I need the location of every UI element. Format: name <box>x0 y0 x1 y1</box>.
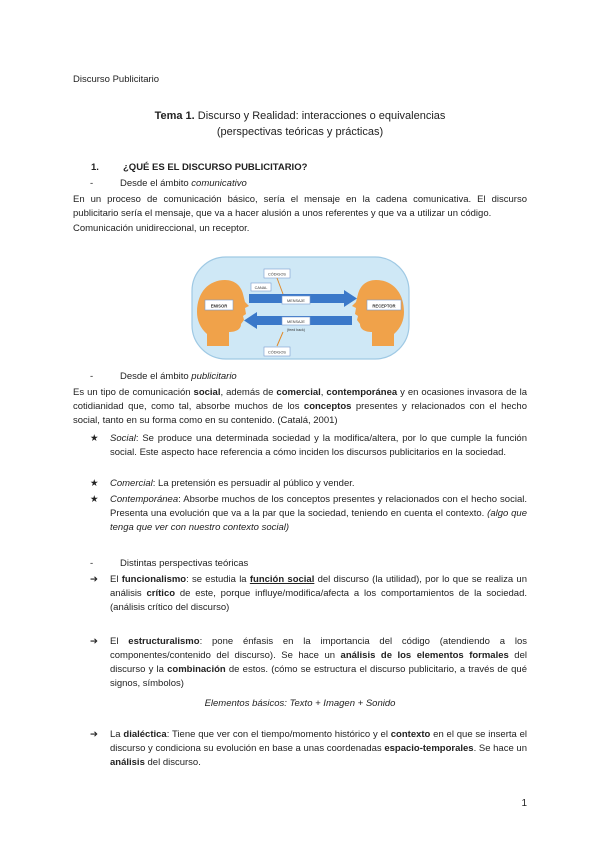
title-line1: Discurso y Realidad: interacciones o equivalencias <box>194 110 446 122</box>
dash-bullet: - <box>90 371 94 382</box>
star-term: Contemporánea <box>110 494 179 505</box>
t: El <box>110 574 122 585</box>
t: dialéctica <box>123 729 167 740</box>
t: de este, porque influye/modifica/afecta a los comportamientos de la sociedad. (análisis crítico del discurso) <box>110 588 527 613</box>
t: : se estudia la <box>186 574 250 585</box>
t: análisis <box>110 757 145 768</box>
t: del discurso. <box>144 757 201 768</box>
t: : pone énfasis en la importancia del código (atendiendo a los componentes/contenido del discurso). Se hace un <box>110 636 527 661</box>
star-term: Social <box>110 433 136 444</box>
t: conceptos <box>303 401 352 412</box>
t: del discurso (la utilidad), por lo que se realiza un análisis <box>110 574 528 599</box>
arrow-icon: ➔ <box>90 574 98 585</box>
star-extra: (algo que tenga que ver con nuestro contexto social) <box>110 508 527 533</box>
pub-paragraph <box>73 386 527 428</box>
star-item-contemporanea <box>73 493 527 535</box>
comm-paragraph-2: Comunicación unidireccional, un receptor. <box>73 223 250 234</box>
pub-label-italic: publicitario <box>191 371 237 382</box>
star-icon: ★ <box>90 433 99 444</box>
arrow-icon: ➔ <box>90 636 98 647</box>
canal-label: CANAL <box>254 286 268 290</box>
t: presentes y relacionados con el hecho social, tanto en su forma como en su contenido. (Catalá, 2001) <box>73 401 527 426</box>
t: contemporánea <box>326 387 398 398</box>
mensaje-bottom-label: MENSAJE <box>287 320 305 324</box>
t: del discurso y la <box>110 650 527 675</box>
pub-label <box>73 370 527 384</box>
persp-label <box>73 557 527 571</box>
t: en el que se inserta el discurso y condiciona su evolución en base a unas coordenadas <box>110 729 527 754</box>
t: análisis de los elementos formales <box>340 650 509 661</box>
section-number: 1. <box>91 162 99 173</box>
t: contexto <box>390 729 431 740</box>
t: espacio-temporales <box>384 743 474 754</box>
star-term: Comercial <box>110 478 153 489</box>
section-title: ¿QUÉ ES EL DISCURSO PUBLICITARIO? <box>123 162 308 173</box>
t: funcionalismo <box>121 574 187 585</box>
codigo-bottom-label: CÓDIGOS <box>268 350 286 355</box>
star-icon: ★ <box>90 494 99 505</box>
t: , además de <box>220 387 277 398</box>
item-estructuralismo <box>73 635 527 691</box>
t: El <box>110 636 129 647</box>
persp-label-text: Distintas perspectivas teóricas <box>120 558 249 569</box>
comm-paragraph: En un proceso de comunicación básico, sería el mensaje en la cadena comunicativa. El discurso publicitario sería el mensaje, que va a hacer alusión a unos referentes y que va a utilizar un código. <box>73 194 527 219</box>
item-dialectica <box>73 728 527 770</box>
section-heading <box>73 161 527 175</box>
comm-label <box>73 177 527 191</box>
page-subtitle <box>0 124 600 140</box>
star-text: : La pretensión es persuadir al público y vender. <box>152 478 355 489</box>
dash-bullet: - <box>90 178 94 189</box>
title-bold: Tema 1. <box>154 110 195 122</box>
t: Es un tipo de comunicación <box>73 387 194 398</box>
page-number: 1 <box>521 798 527 809</box>
mensaje-top-label: MENSAJE <box>287 299 305 303</box>
pub-label-text: Desde el ámbito <box>120 371 192 382</box>
t: La <box>110 729 124 740</box>
arrow-icon: ➔ <box>90 729 98 740</box>
t: estructuralismo <box>128 636 200 647</box>
item-funcionalismo <box>73 573 527 615</box>
t: . Se hace un <box>473 743 527 754</box>
title-line2: (perspectivas teóricas y prácticas) <box>216 126 384 138</box>
feedback-label: (feed back) <box>287 328 305 332</box>
t: crítico <box>146 588 176 599</box>
t: combinación <box>167 664 226 675</box>
star-item-comercial <box>73 477 527 491</box>
dash-bullet: - <box>90 558 94 569</box>
comm-label-italic: comunicativo <box>191 178 247 189</box>
t: función social <box>249 574 315 585</box>
emisor-label: EMISOR <box>210 303 228 309</box>
receptor-label: RECEPTOR <box>372 303 396 309</box>
t: : Tiene que ver con el tiempo/momento histórico y el <box>166 729 391 740</box>
t: , <box>320 387 327 398</box>
comm-label-text: Desde el ámbito <box>120 178 192 189</box>
codigo-top-label: CÓDIGOS <box>268 272 286 277</box>
elementos-basicos: Elementos básicos: Texto + Imagen + Sonido <box>204 698 396 709</box>
t: y en ocasiones invasora de la cotidianidad que, como tal, absorbe muchos de los <box>73 387 528 412</box>
star-text: : Absorbe muchos de los conceptos presentes y relacionados con el hecho social. Presenta una evolución que va a la par que la sociedad, teniendo en cuenta el contexto. <box>110 494 527 519</box>
t: comercial <box>276 387 321 398</box>
star-item-social <box>73 432 527 460</box>
communication-diagram <box>191 256 410 360</box>
star-icon: ★ <box>90 478 99 489</box>
page-title <box>0 108 600 124</box>
t: de estos. (cómo se estructura el discurso publicitario, a través de qué signos, símbolos) <box>110 664 527 689</box>
star-text: : Se produce una determinada sociedad y la modifica/altera, por lo que cumple la función social. Este aspecto hace referencia a cómo inciden los discursos publicitarios en la sociedad. <box>110 433 527 458</box>
t: social <box>193 387 221 398</box>
page-header: Discurso Publicitario <box>73 74 160 85</box>
